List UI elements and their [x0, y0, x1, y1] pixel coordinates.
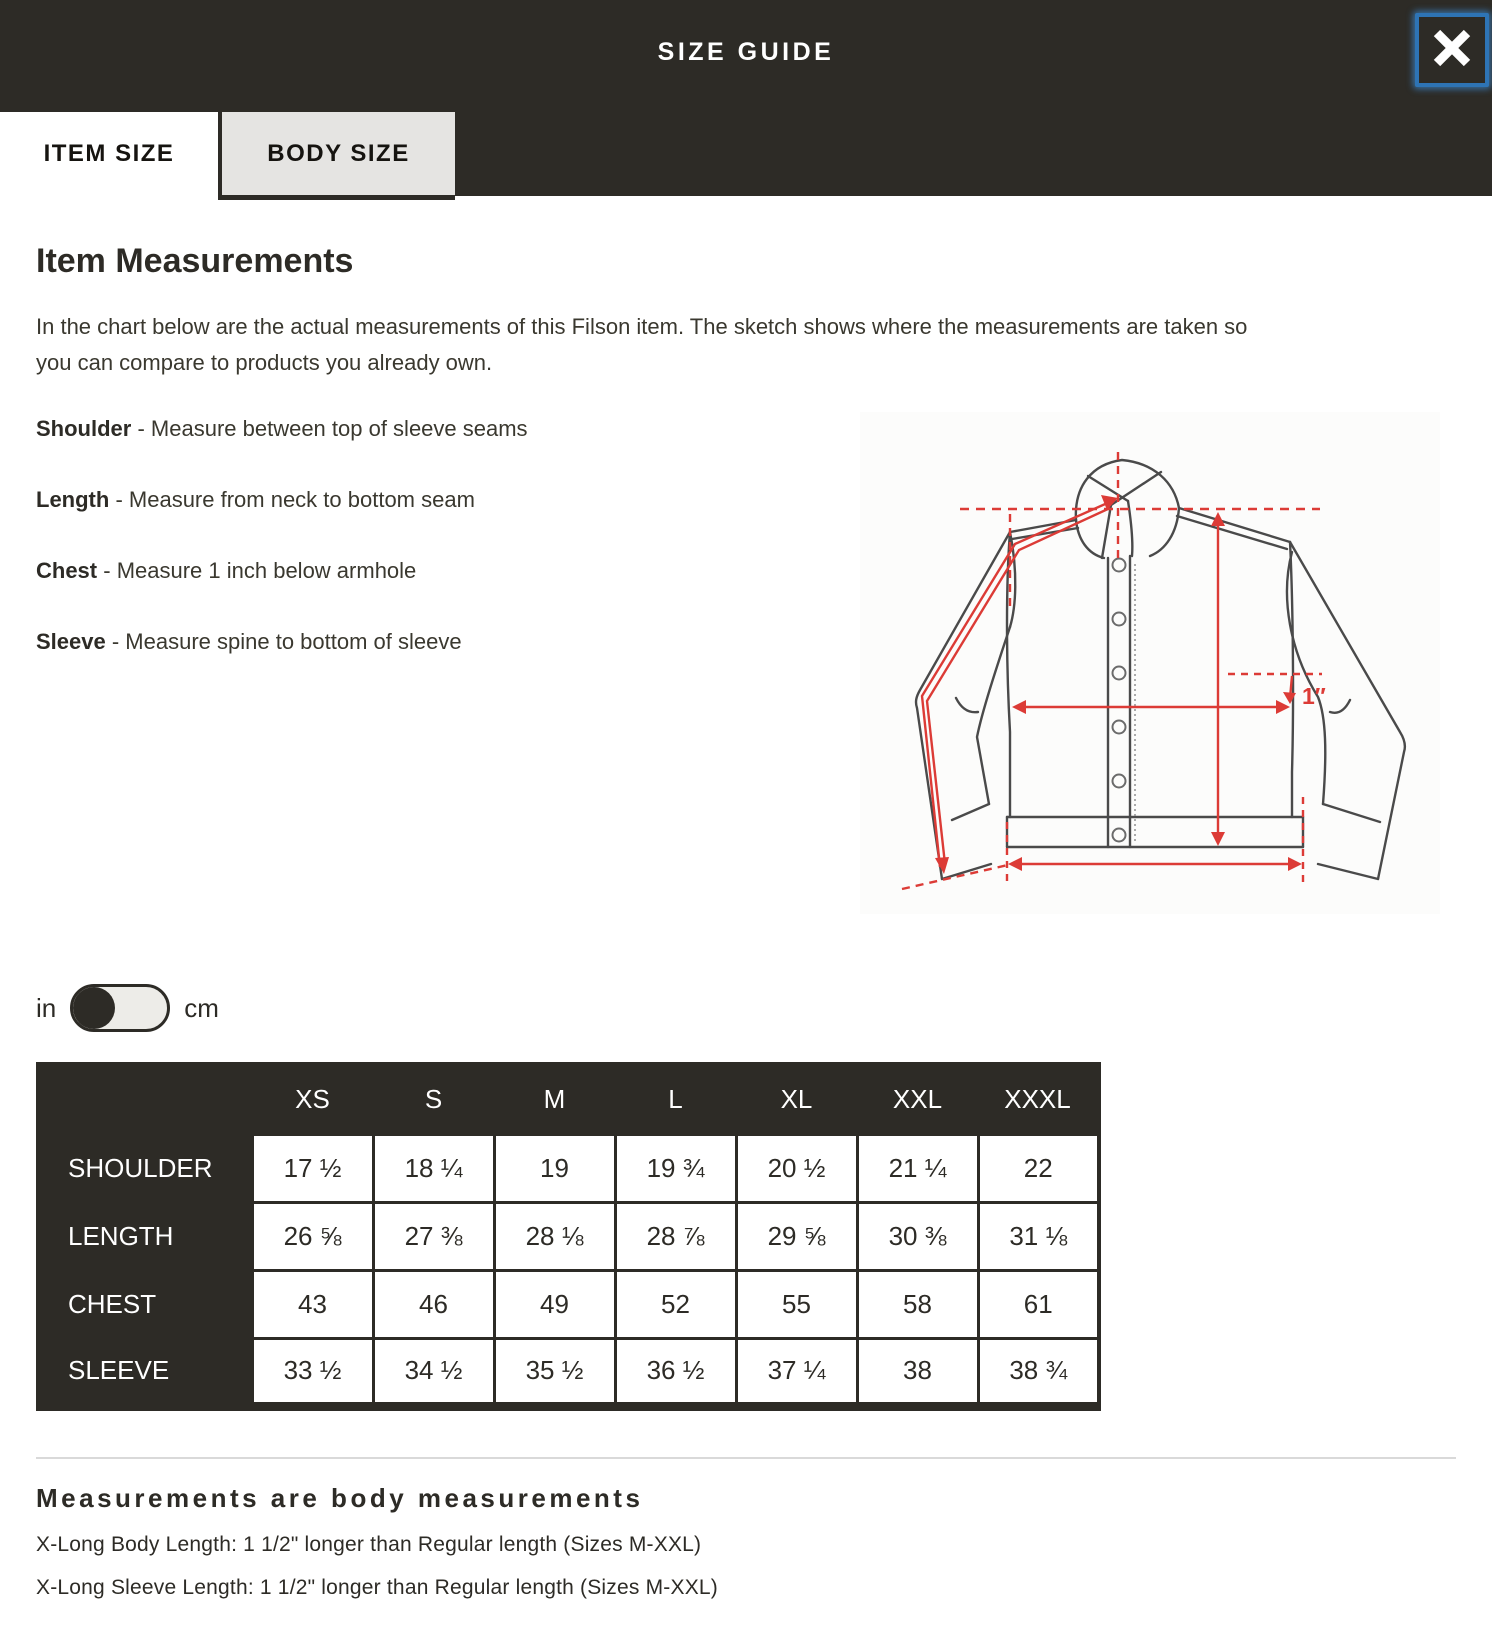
- column-header: L: [615, 1064, 736, 1134]
- tab-body-size-label: BODY SIZE: [267, 139, 410, 167]
- unit-label-in: in: [36, 992, 57, 1023]
- table-cell: 33 ½: [252, 1338, 373, 1406]
- definition-shoulder: [36, 416, 696, 442]
- table-cell: 36 ½: [615, 1338, 736, 1406]
- table-cell: 61: [978, 1270, 1099, 1338]
- table-cell: 29 ⅝: [736, 1202, 857, 1270]
- unit-toggle-row: [36, 984, 1456, 1032]
- row-label: LENGTH: [38, 1202, 252, 1270]
- table-cell: 30 ⅜: [857, 1202, 978, 1270]
- table-cell: 38: [857, 1338, 978, 1406]
- table-cell: 26 ⅝: [252, 1202, 373, 1270]
- table-cell: 55: [736, 1270, 857, 1338]
- definition-desc: Measure spine to bottom of sleeve: [125, 629, 462, 655]
- table-cell: 58: [857, 1270, 978, 1338]
- tab-item-size-label: ITEM SIZE: [43, 140, 175, 167]
- intro-paragraph: In the chart below are the actual measurements of this Filson item. The sketch shows where the measurements are taken so you can compare to products you already own.: [36, 314, 1248, 375]
- definition-separator: -: [105, 629, 126, 655]
- definition-term: Shoulder: [36, 416, 132, 442]
- measurement-definitions: [36, 416, 696, 655]
- column-header: S: [373, 1064, 494, 1134]
- table-corner-cell: [38, 1064, 252, 1134]
- table-cell: 28 ⅞: [615, 1202, 736, 1270]
- tab-body-size[interactable]: [218, 112, 455, 200]
- close-icon: [1429, 25, 1475, 76]
- table-row: [38, 1134, 1099, 1202]
- close-button[interactable]: [1415, 13, 1489, 87]
- column-header: XXXL: [978, 1064, 1099, 1134]
- size-table-header-row: [38, 1064, 1099, 1134]
- page-title: Item Measurements: [36, 242, 354, 280]
- table-cell: 19 ¾: [615, 1134, 736, 1202]
- table-cell: 21 ¼: [857, 1134, 978, 1202]
- footer-note-sleeve-length: X-Long Sleeve Length: 1 1/2" longer than Regular length (Sizes M-XXL): [36, 1575, 718, 1599]
- table-cell: 27 ⅜: [373, 1202, 494, 1270]
- column-header: M: [494, 1064, 615, 1134]
- definition-term: Length: [36, 487, 110, 513]
- modal-content: [0, 242, 1492, 1600]
- definition-sleeve: [36, 629, 696, 655]
- definition-term: Sleeve: [36, 629, 106, 655]
- definition-term: Chest: [36, 558, 98, 584]
- column-header: XL: [736, 1064, 857, 1134]
- definition-desc: Measure from neck to bottom seam: [128, 487, 475, 513]
- definition-separator: -: [97, 558, 117, 584]
- column-header: XXL: [857, 1064, 978, 1134]
- unit-toggle[interactable]: [70, 984, 170, 1032]
- table-cell: 35 ½: [494, 1338, 615, 1406]
- measurement-section: [36, 416, 1456, 924]
- definition-desc: Measure between top of sleeve seams: [150, 416, 528, 442]
- row-label: CHEST: [38, 1270, 252, 1338]
- one-inch-annotation: 1″: [1302, 683, 1326, 710]
- table-cell: 19: [494, 1134, 615, 1202]
- definition-separator: -: [131, 416, 151, 442]
- modal-header: [0, 0, 1492, 104]
- table-cell: 20 ½: [736, 1134, 857, 1202]
- table-cell: 22: [978, 1134, 1099, 1202]
- row-label: SHOULDER: [38, 1134, 252, 1202]
- tab-item-size[interactable]: [0, 112, 218, 196]
- definition-separator: -: [109, 487, 129, 513]
- definition-chest: [36, 558, 696, 584]
- unit-label-cm: cm: [184, 992, 219, 1023]
- table-cell: 17 ½: [252, 1134, 373, 1202]
- modal-title: SIZE GUIDE: [657, 37, 835, 66]
- toggle-knob: [73, 987, 115, 1029]
- footer-divider: [36, 1457, 1456, 1459]
- table-row: [38, 1202, 1099, 1270]
- table-cell: 31 ⅛: [978, 1202, 1099, 1270]
- definition-length: [36, 487, 696, 513]
- table-cell: 28 ⅛: [494, 1202, 615, 1270]
- footer-heading: Measurements are body measurements: [36, 1482, 644, 1513]
- table-cell: 37 ¼: [736, 1338, 857, 1406]
- column-header: XS: [252, 1064, 373, 1134]
- table-cell: 38 ¾: [978, 1338, 1099, 1406]
- table-row: [38, 1338, 1099, 1406]
- jacket-sketch-image: [860, 412, 1440, 914]
- row-label: SLEEVE: [38, 1338, 252, 1406]
- table-cell: 43: [252, 1270, 373, 1338]
- table-cell: 52: [615, 1270, 736, 1338]
- table-cell: 49: [494, 1270, 615, 1338]
- table-cell: 34 ½: [373, 1338, 494, 1406]
- table-cell: 46: [373, 1270, 494, 1338]
- definition-desc: Measure 1 inch below armhole: [116, 558, 417, 584]
- table-row: [38, 1270, 1099, 1338]
- footer-note-body-length: X-Long Body Length: 1 1/2" longer than Regular length (Sizes M-XXL): [36, 1532, 702, 1556]
- size-table: [36, 1062, 1101, 1411]
- tab-bar: [0, 104, 1492, 196]
- table-cell: 18 ¼: [373, 1134, 494, 1202]
